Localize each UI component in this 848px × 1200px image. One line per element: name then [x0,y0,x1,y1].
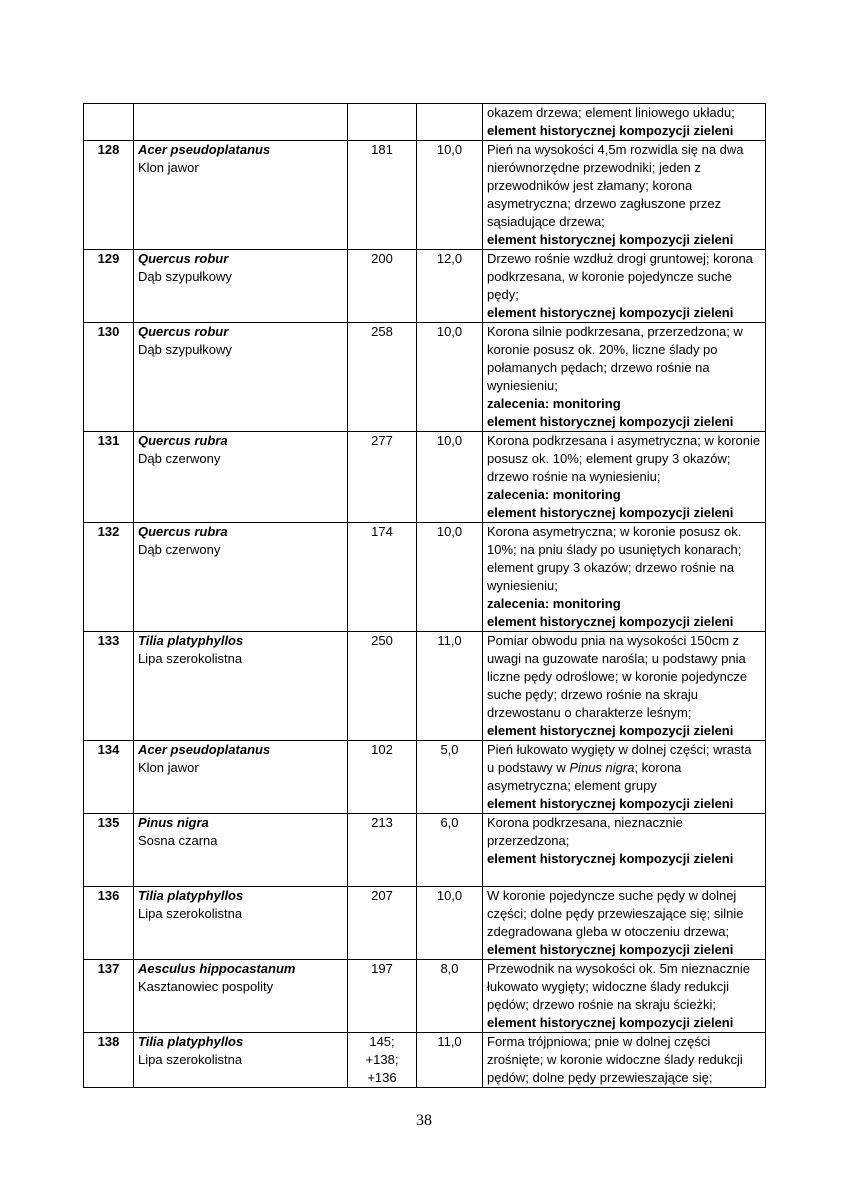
description-cell [483,887,766,960]
circumference-value: +138; [365,1052,399,1067]
species-cell [134,632,348,741]
table-body [84,104,766,1088]
trunk-circumference [348,741,417,814]
species-polish-name: Lipa szerokolistna [138,1052,243,1067]
description-bold-note: element historycznej kompozycji zieleni [487,723,734,738]
circumference-value: 102 [371,742,393,757]
species-polish-name: Sosna czarna [138,833,218,848]
description-cell [483,141,766,250]
description-italic-species: Pinus nigra [569,760,635,775]
tree-height: 10,0 [417,887,483,960]
table-row [84,523,766,632]
circumference-value: +136 [367,1070,397,1085]
tree-number: 130 [84,323,134,432]
description-bold-note: element historycznej kompozycji zieleni [487,505,734,520]
description-cell [483,104,766,141]
table-row [84,960,766,1033]
description-text: Forma trójpniowa; pnie w dolnej części zrośnięte; w koronie widoczne ślady redukcji pędów; dolne pędy przewieszające się; [487,1034,743,1085]
tree-height: 6,0 [417,814,483,887]
circumference-value: 197 [371,961,393,976]
description-cell [483,523,766,632]
species-latin-name: Pinus nigra [138,815,209,830]
tree-height: 12,0 [417,250,483,323]
description-cell [483,814,766,887]
trunk-circumference [348,323,417,432]
tree-number: 137 [84,960,134,1033]
species-polish-name: Kasztanowiec pospolity [138,979,274,994]
trunk-circumference [348,632,417,741]
description-bold-note: zalecenia: monitoring [487,487,621,502]
description-text-part: ; korona asymetryczna; element grupy [487,760,682,793]
description-text: Korona asymetryczna; w koronie posusz ok. 10%; na pniu ślady po usuniętych konarach; element grupy 3 okazów; drzewo rośnie na wyniesieniu; [487,524,742,593]
description-text [487,741,761,795]
species-cell [134,741,348,814]
description-bold-note: element historycznej kompozycji zieleni [487,942,734,957]
tree-number: 133 [84,632,134,741]
tree-number: 135 [84,814,134,887]
tree-number: 134 [84,741,134,814]
tree-height [417,104,483,141]
table-row [84,887,766,960]
trunk-circumference [348,887,417,960]
description-cell [483,323,766,432]
species-latin-name: Tilia platyphyllos [138,633,244,648]
species-latin-name: Acer pseudoplatanus [138,142,271,157]
species-cell [134,250,348,323]
species-latin-name: Quercus robur [138,251,229,266]
trunk-circumference [348,250,417,323]
table-row [84,632,766,741]
species-cell [134,1033,348,1088]
tree-height: 5,0 [417,741,483,814]
table-row [84,741,766,814]
description-bold-note: element historycznej kompozycji zieleni [487,851,734,866]
description-bold-note: element historycznej kompozycji zieleni [487,232,734,247]
tree-height: 10,0 [417,141,483,250]
trunk-circumference [348,141,417,250]
description-text: Korona podkrzesana, nieznacznie przerzedzona; [487,815,683,848]
description-text: Korona podkrzesana i asymetryczna; w koronie posusz ok. 10%; element grupy 3 okazów; drzewo rośnie na wyniesieniu; [487,433,761,484]
trunk-circumference [348,432,417,523]
table-row [84,814,766,887]
species-polish-name: Klon jawor [138,760,199,775]
species-latin-name: Aesculus hippocastanum [138,961,296,976]
species-cell [134,323,348,432]
trunk-circumference [348,523,417,632]
species-polish-name: Dąb czerwony [138,451,221,466]
description-bold-note: element historycznej kompozycji zieleni [487,305,734,320]
table-row [84,104,766,141]
tree-number: 129 [84,250,134,323]
table-row [84,432,766,523]
species-cell [134,104,348,141]
description-bold-note: zalecenia: monitoring [487,396,621,411]
species-polish-name: Klon jawor [138,160,199,175]
species-latin-name: Quercus robur [138,324,229,339]
species-latin-name: Tilia platyphyllos [138,1034,244,1049]
description-cell [483,960,766,1033]
table-row [84,250,766,323]
species-latin-name: Quercus rubra [138,524,228,539]
circumference-value: 277 [371,433,393,448]
description-text-part: Pień łukowato wygięty w dolnej części; wrasta u podstawy w [487,742,752,775]
description-bold-note: element historycznej kompozycji zieleni [487,1015,734,1030]
description-text: Korona silnie podkrzesana, przerzedzona; w koronie posusz ok. 20%, liczne ślady po połamanych pędach; drzewo rośnie na wyniesieniu; [487,324,743,393]
description-cell [483,432,766,523]
tree-number: 138 [84,1033,134,1088]
species-cell [134,814,348,887]
trunk-circumference [348,814,417,887]
tree-height: 11,0 [417,1033,483,1088]
tree-number: 136 [84,887,134,960]
description-text: okazem drzewa; element liniowego układu; [487,105,735,120]
species-polish-name: Dąb szypułkowy [138,269,232,284]
circumference-value: 145; [369,1034,395,1049]
description-bold-note: zalecenia: monitoring [487,596,621,611]
species-latin-name: Quercus rubra [138,433,228,448]
species-polish-name: Dąb szypułkowy [138,342,232,357]
description-text: Pień na wysokości 4,5m rozwidla się na dwa nierównorzędne przewodniki; jeden z przewodników jest złamany; korona asymetryczna; drzewo zagłuszone przez sąsiadujące drzewa; [487,142,744,229]
tree-height: 10,0 [417,432,483,523]
tree-height: 10,0 [417,523,483,632]
species-polish-name: Lipa szerokolistna [138,651,243,666]
circumference-value: 250 [371,633,393,648]
species-latin-name: Tilia platyphyllos [138,888,244,903]
tree-number [84,104,134,141]
tree-number: 131 [84,432,134,523]
species-polish-name: Dąb czerwony [138,542,221,557]
description-bold-note: element historycznej kompozycji zieleni [487,614,734,629]
description-cell [483,250,766,323]
table-row [84,323,766,432]
description-bold-note: element historycznej kompozycji zieleni [487,796,734,811]
tree-height: 8,0 [417,960,483,1033]
trunk-circumference [348,960,417,1033]
circumference-value: 213 [371,815,393,830]
tree-number: 132 [84,523,134,632]
tree-inventory-table [83,103,766,1088]
species-cell [134,523,348,632]
species-cell [134,960,348,1033]
tree-height: 11,0 [417,632,483,741]
trunk-circumference [348,1033,417,1088]
description-text: Pomiar obwodu pnia na wysokości 150cm z uwagi na guzowate narośla; u podstawy pnia liczne pędy odroślowe; w koronie pojedyncze suche pędy; drzewo rośnie na skraju drzewostanu o charakterze leśnym; [487,633,748,720]
table-row [84,141,766,250]
tree-height: 10,0 [417,323,483,432]
table-row [84,1033,766,1088]
page-number: 38 [416,1112,432,1129]
description-cell [483,1033,766,1088]
circumference-value: 174 [371,524,393,539]
description-cell [483,741,766,814]
description-text: Drzewo rośnie wzdłuż drogi gruntowej; korona podkrzesana, w koronie pojedyncze suche pędy; [487,251,753,302]
description-text: W koronie pojedyncze suche pędy w dolnej części; dolne pędy przewieszające się; silnie zdegradowana gleba w otoczeniu drzewa; [487,888,744,939]
trunk-circumference [348,104,417,141]
species-latin-name: Acer pseudoplatanus [138,742,271,757]
circumference-value: 207 [371,888,393,903]
description-text: Przewodnik na wysokości ok. 5m nieznacznie łukowato wygięty; widoczne ślady redukcji pędów; drzewo rośnie na skraju ścieżki; [487,961,751,1012]
circumference-value: 181 [371,142,393,157]
circumference-value: 200 [371,251,393,266]
description-cell [483,632,766,741]
species-cell [134,432,348,523]
species-cell [134,887,348,960]
circumference-value: 258 [371,324,393,339]
tree-number: 128 [84,141,134,250]
species-cell [134,141,348,250]
species-polish-name: Lipa szerokolistna [138,906,243,921]
description-bold-note: element historycznej kompozycji zieleni [487,123,734,138]
description-bold-note: element historycznej kompozycji zieleni [487,414,734,429]
